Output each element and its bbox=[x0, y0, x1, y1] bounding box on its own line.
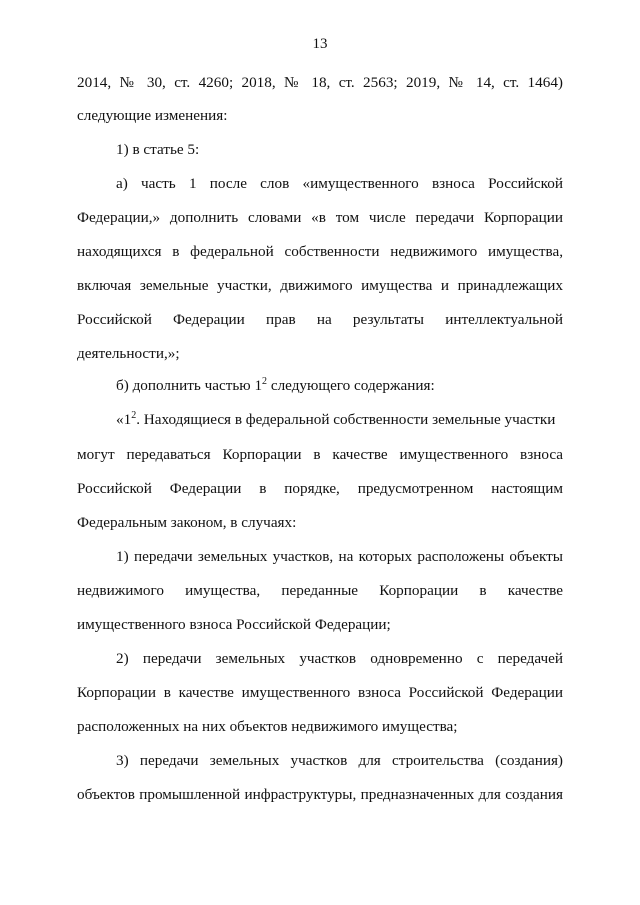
text-line: 2014, № 30, ст. 4260; 2018, № 18, ст. 2563; 2019, № 14, ст. 1464) bbox=[77, 74, 563, 91]
text-line: 1) в статье 5: bbox=[116, 141, 200, 158]
text-fragment: «1 bbox=[116, 411, 132, 428]
text-fragment: следующего содержания: bbox=[267, 377, 435, 394]
text-line: объектов промышленной инфраструктуры, предназначенных для создания bbox=[77, 786, 563, 803]
text-line bbox=[116, 376, 563, 396]
text-line: следующие изменения: bbox=[77, 107, 228, 124]
text-fragment: б) дополнить частью 1 bbox=[116, 377, 263, 394]
text-line: Российской Федерации прав на результаты интеллектуальной bbox=[77, 311, 563, 328]
text-line: Корпорации в качестве имущественного взноса Российской Федерации bbox=[77, 684, 563, 701]
page-number: 13 bbox=[312, 36, 328, 52]
text-line: недвижимого имущества, переданные Корпорации в качестве bbox=[77, 582, 563, 599]
text-line: Федеральным законом, в случаях: bbox=[77, 514, 297, 531]
text-line: Российской Федерации в порядке, предусмотренном настоящим bbox=[77, 480, 563, 497]
text-line: деятельности,»; bbox=[77, 345, 180, 362]
superscript: 2 bbox=[131, 409, 137, 421]
text-line: 1) передачи земельных участков, на которых расположены объекты bbox=[116, 548, 563, 565]
text-line: находящихся в федеральной собственности недвижимого имущества, bbox=[77, 243, 563, 260]
text-line: включая земельные участки, движимого имущества и принадлежащих bbox=[77, 277, 563, 294]
superscript: 2 bbox=[262, 375, 268, 387]
text-line: расположенных на них объектов недвижимого имущества; bbox=[77, 718, 458, 735]
text-line: 2) передачи земельных участков одновременно с передачей bbox=[116, 650, 563, 667]
text-line: а) часть 1 после слов «имущественного взноса Российской bbox=[116, 175, 563, 192]
text-fragment: . Находящиеся в федеральной собственности земельные участки bbox=[136, 411, 556, 428]
text-line: Федерации,» дополнить словами «в том числе передачи Корпорации bbox=[77, 209, 563, 226]
text-line: 3) передачи земельных участков для строительства (создания) bbox=[116, 752, 563, 769]
text-line bbox=[116, 410, 563, 430]
text-line: могут передаваться Корпорации в качестве имущественного взноса bbox=[77, 446, 563, 463]
text-line: имущественного взноса Российской Федерации; bbox=[77, 616, 391, 633]
